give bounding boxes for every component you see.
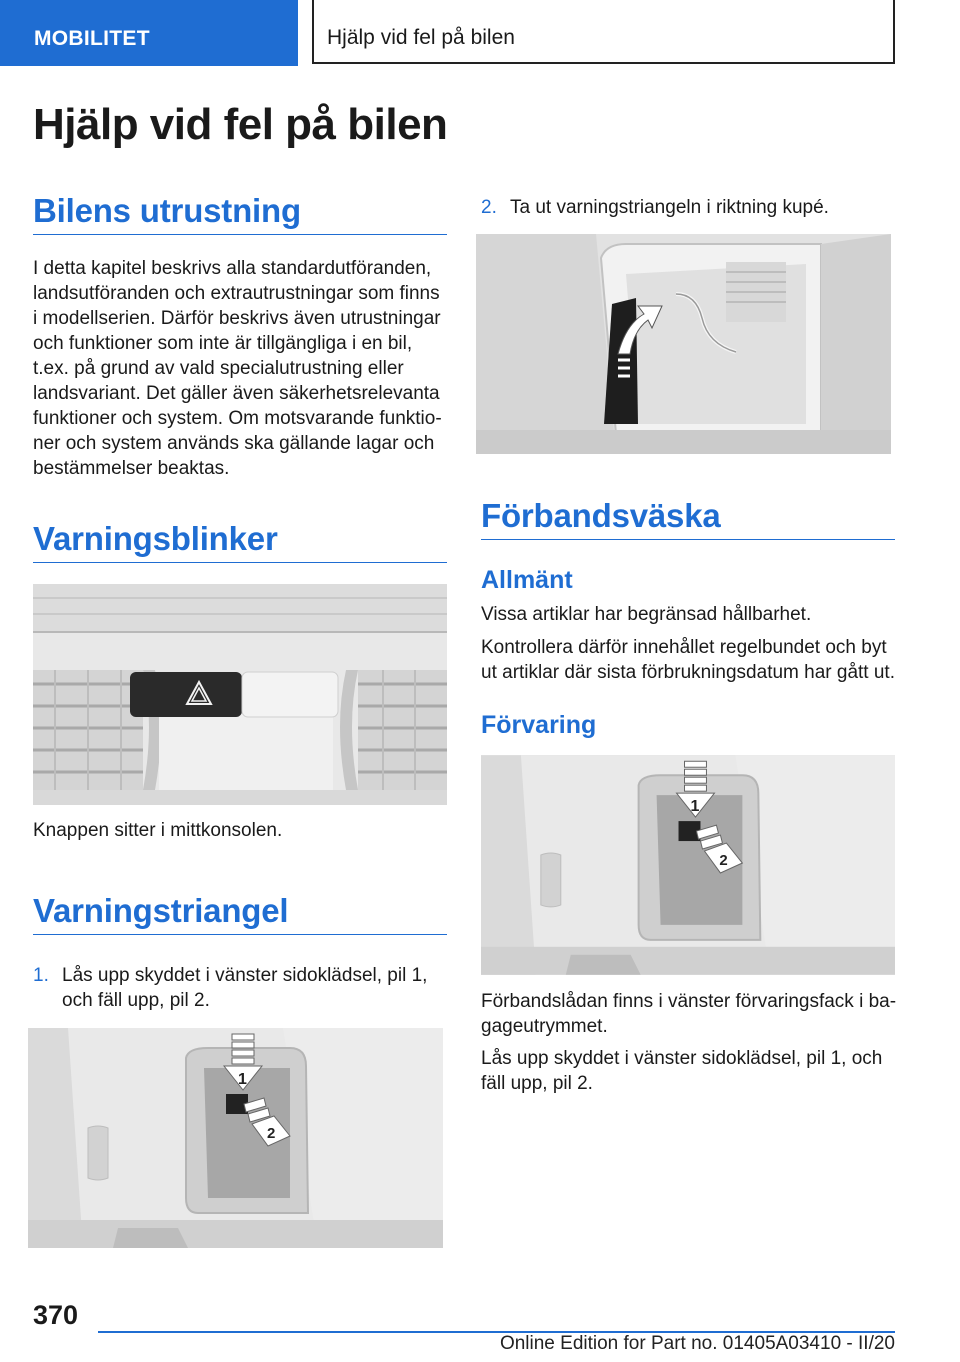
text-line: landsutföranden och extrautrustningar som finns — [33, 283, 440, 304]
heading-bilens-utrustning: Bilens utrustning — [33, 192, 301, 229]
heading-forbandsvaska: Förbandsväska — [481, 497, 721, 534]
text-line: och funktioner som inte är tillgängliga i en bil, — [33, 333, 413, 354]
caption-hazard-switch: Knappen sitter i mittkonsolen. — [33, 820, 283, 841]
step-1 — [33, 963, 447, 1015]
page-number: 370 — [33, 1300, 79, 1330]
side-trim-cover-figure — [28, 1028, 443, 1248]
warning-triangle-removal-illustration — [476, 234, 891, 454]
hazard-switch-figure — [33, 584, 447, 805]
step-2 — [481, 195, 895, 221]
text-line: t.ex. på grund av vald specialutrustning eller — [33, 358, 404, 379]
hazard-switch-illustration — [33, 584, 447, 805]
paragraph-forvaring-1-line-1: Förbandslådan finns i vänster förvaringsfack i ba- — [481, 991, 897, 1012]
heading-rule — [33, 562, 447, 563]
section-tab: MOBILITET — [0, 0, 298, 66]
step-number: 1. — [33, 965, 49, 986]
arrow-2-label: 2 — [267, 1125, 276, 1142]
arrow-1-label: 1 — [238, 1071, 247, 1088]
step-text: Lås upp skyddet i vänster sidoklädsel, pil 1, — [62, 965, 428, 986]
heading-varningsblinker: Varningsblinker — [33, 520, 278, 557]
paragraph-forvaring-1-line-2: gageutrymmet. — [481, 1016, 608, 1037]
paragraph-allmant-2-line-2: ut artiklar där sista förbrukningsdatum har gått ut. — [481, 662, 895, 683]
step-text: och fäll upp, pil 2. — [62, 990, 210, 1011]
page-title: Hjälp vid fel på bilen — [33, 100, 448, 149]
text-line: funktioner och system. Om motsvarande funktio- — [33, 408, 442, 429]
heading-forvaring: Förvaring — [481, 711, 597, 739]
text-line: landsvariant. Det gäller även säkerhetsrelevanta — [33, 383, 440, 404]
heading-rule — [33, 234, 447, 235]
first-aid-compartment-illustration — [481, 755, 895, 975]
heading-rule — [33, 934, 447, 935]
paragraph-forvaring-2-line-2: fäll upp, pil 2. — [481, 1073, 593, 1094]
footer-edition: Online Edition for Part no. 01405A03410 - II/20 — [499, 1333, 895, 1354]
arrow-1-label: 1 — [690, 798, 700, 816]
heading-varningstriangel: Varningstriangel — [33, 892, 289, 929]
first-aid-compartment-figure — [481, 755, 895, 975]
paragraph-forvaring-2-line-1: Lås upp skyddet i vänster sidoklädsel, pil 1, och — [481, 1048, 883, 1069]
arrow-2-label: 2 — [719, 852, 728, 869]
heading-rule — [481, 539, 895, 540]
paragraph-allmant-1: Vissa artiklar har begränsad hållbarhet. — [481, 604, 812, 625]
step-number: 2. — [481, 197, 497, 218]
warning-triangle-removal-figure — [476, 234, 891, 454]
chapter-title: Hjälp vid fel på bilen — [312, 0, 895, 64]
text-line: ner och system används ska gällande lagar och — [33, 433, 435, 454]
heading-allmant: Allmänt — [481, 566, 573, 594]
text-line: i modellserien. Därför beskrivs även utrustningar — [33, 308, 441, 329]
step-text: Ta ut varningstriangeln i riktning kupé. — [510, 197, 829, 218]
text-line: I detta kapitel beskrivs alla standardutföranden, — [33, 258, 432, 279]
paragraph-allmant-2-line-1: Kontrollera därför innehållet regelbundet och byt — [481, 637, 887, 658]
side-trim-cover-illustration — [28, 1028, 443, 1248]
text-line: bestämmelser beaktas. — [33, 458, 230, 479]
